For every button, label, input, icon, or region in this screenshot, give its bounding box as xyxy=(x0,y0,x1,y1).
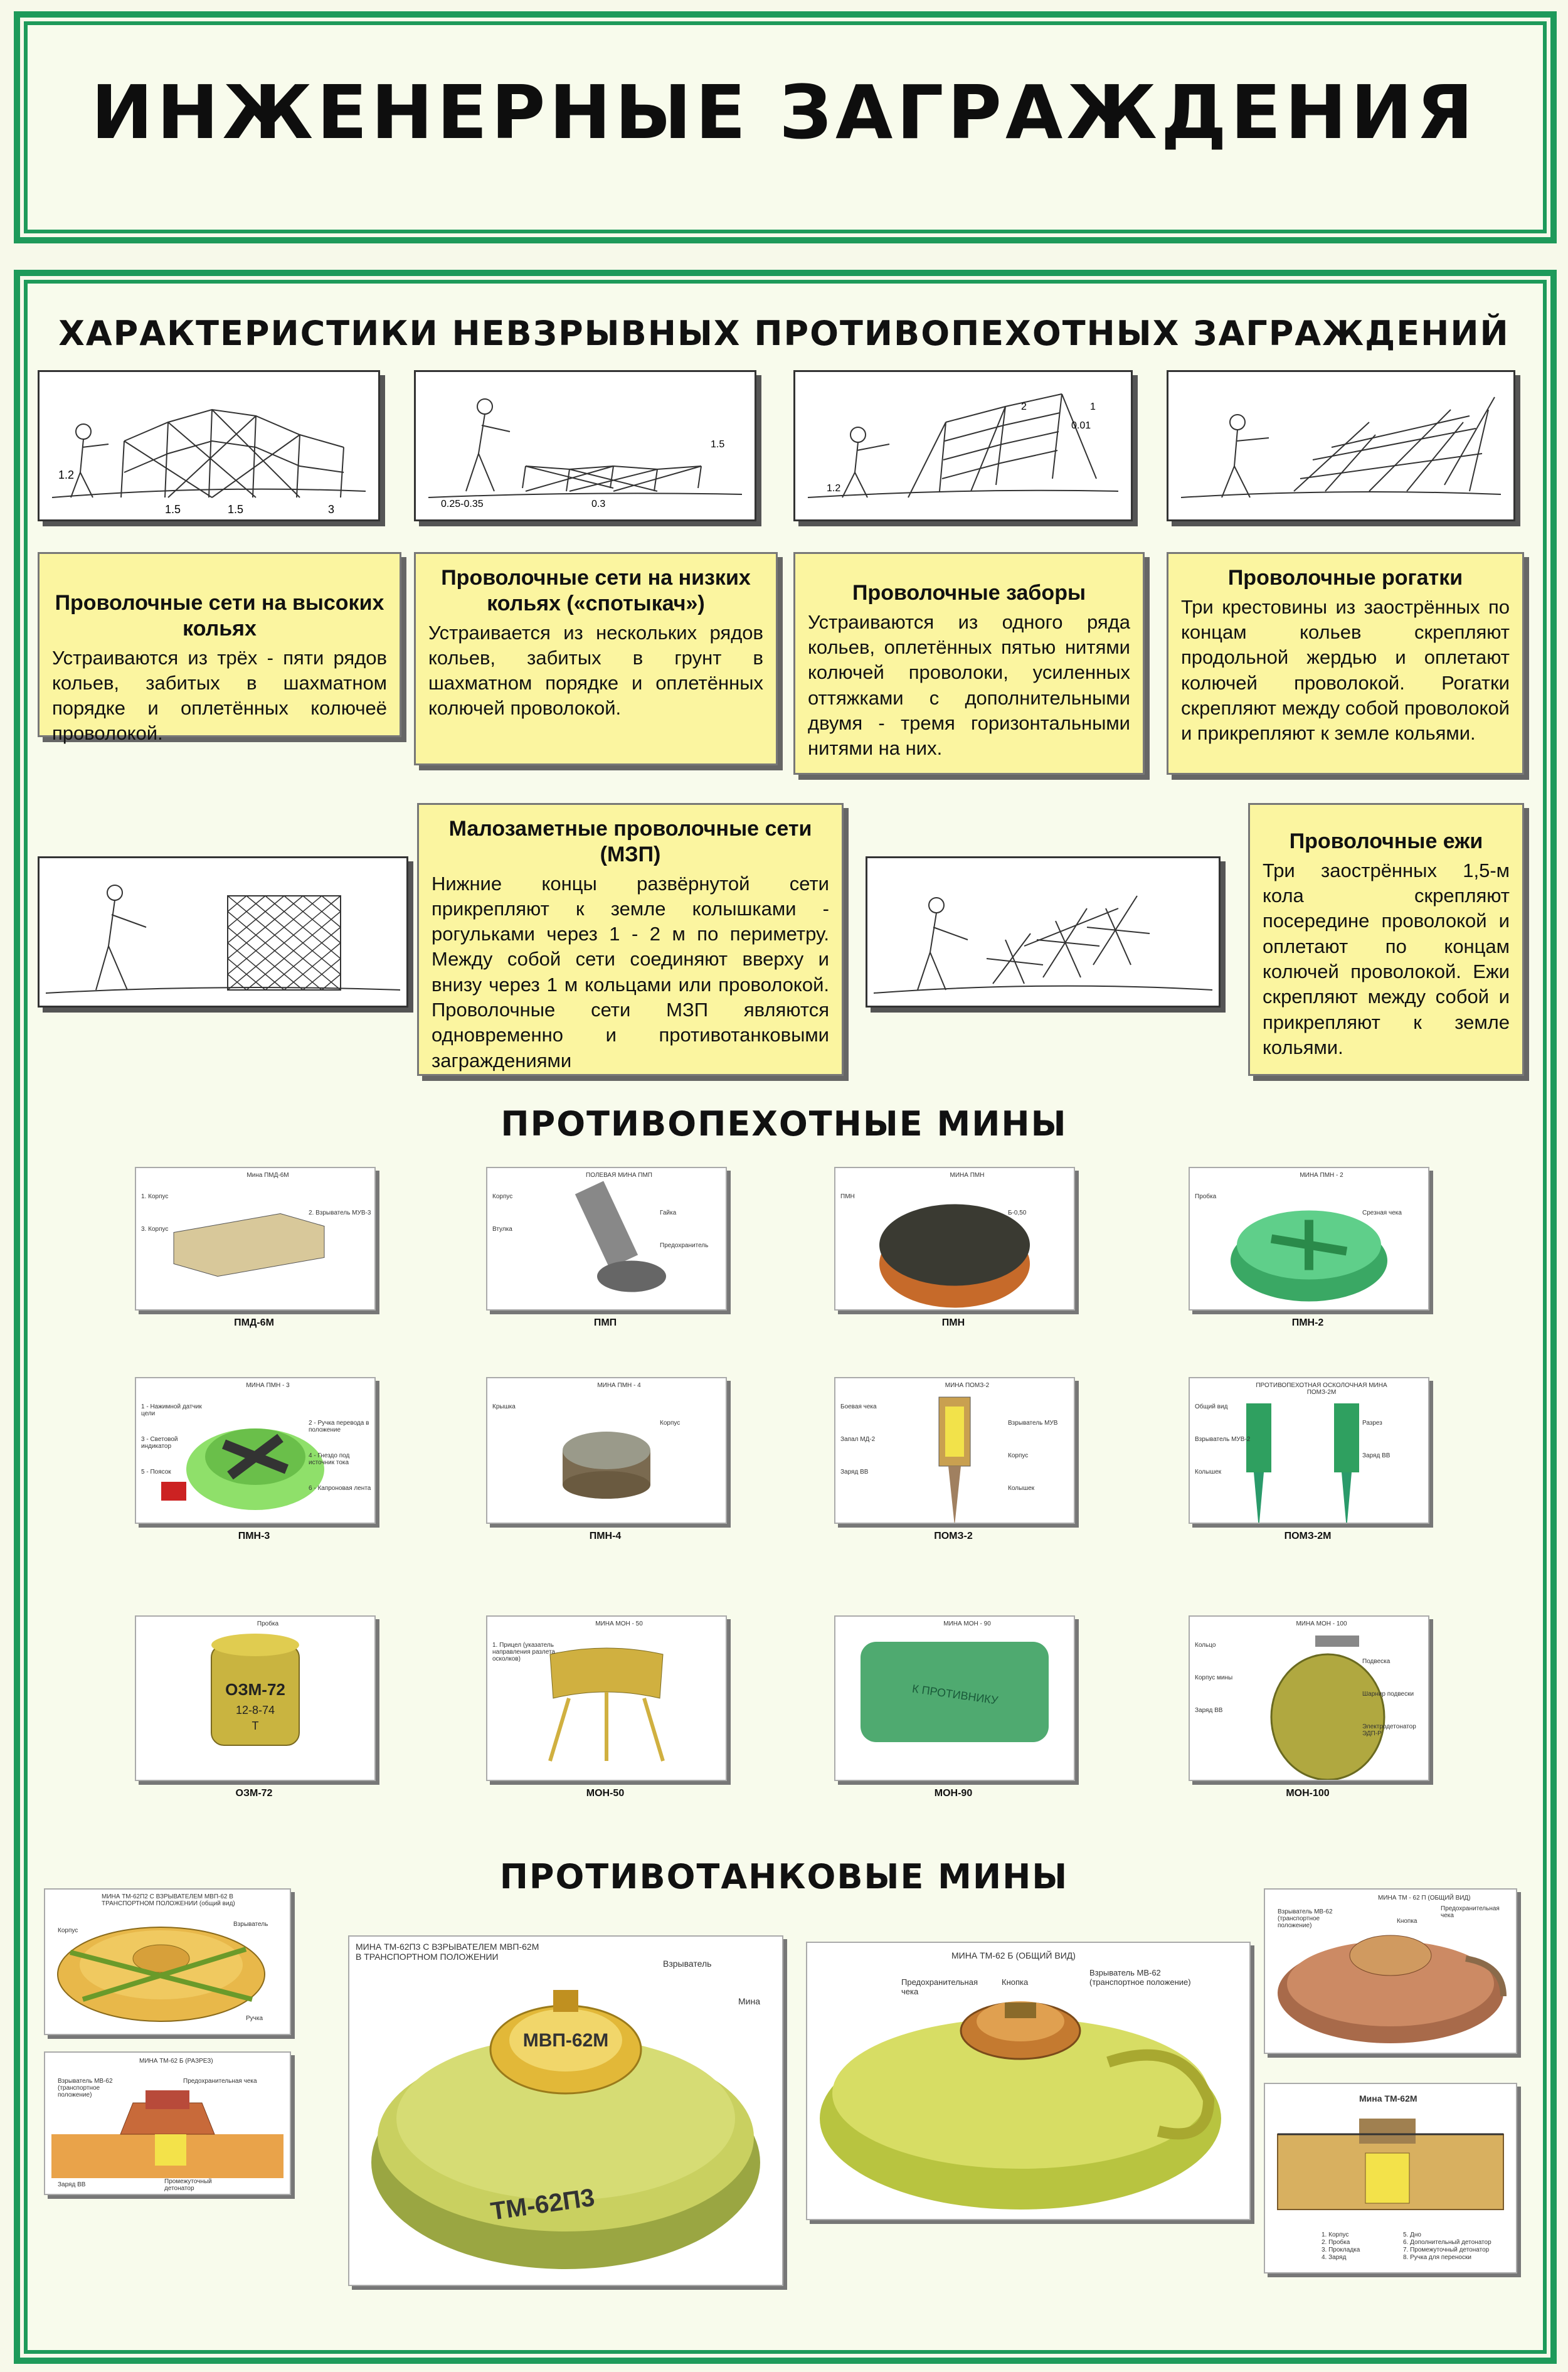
svg-text:К ПРОТИВНИКУ: К ПРОТИВНИКУ xyxy=(911,1682,999,1707)
ap-mine-caption: ПМД-6М xyxy=(234,1317,274,1328)
photo-note: Разрез xyxy=(1362,1420,1382,1427)
photo-note: Втулка xyxy=(492,1226,512,1233)
mine-drawing-icon xyxy=(835,1617,1074,1780)
svg-text:0.3: 0.3 xyxy=(591,499,606,509)
card-title: Проволочные рогатки xyxy=(1227,566,1463,590)
photo-header: МИНА ТМ-62П2 С ВЗРЫВАТЕЛЕМ МВП-62 В ТРАНСПОРТНОМ ПОЛОЖЕНИИ (общий вид) xyxy=(102,1893,235,1907)
ap-mine-12 xyxy=(1189,1615,1429,1781)
mine-drawing-icon xyxy=(136,1168,374,1309)
mine-drawing-icon xyxy=(1190,1378,1428,1523)
ap-mine-caption: МОН-90 xyxy=(934,1788,973,1799)
ap-mine-caption: ПОМЗ-2 xyxy=(934,1531,973,1541)
section-title-barriers: ХАРАКТЕРИСТИКИ НЕВЗРЫВНЫХ ПРОТИВОПЕХОТНЫХ ЗАГРАЖДЕНИЙ xyxy=(58,314,1510,353)
ap-mine-caption: ОЗМ-72 xyxy=(235,1788,273,1799)
card-high-stakes xyxy=(38,552,401,745)
photo-header: МИНА МОН - 90 xyxy=(943,1620,991,1627)
card-wire-fence xyxy=(793,552,1145,775)
ap-mine-3 xyxy=(834,1167,1075,1311)
photo-note: Предохранитель xyxy=(660,1242,709,1249)
ap-mine-1 xyxy=(135,1167,376,1311)
ap-mine-caption: МОН-50 xyxy=(586,1788,625,1799)
at-mine-tm62m: Мина ТМ-62М 1. Корпус 2. Пробка 3. Прокладка 4. Заряд 5. Дно 6. Дополнительный детонатор 7. Промежуточный детонатор 8. Ручка для переноски xyxy=(1264,2083,1517,2274)
ap-mine-4 xyxy=(1189,1167,1429,1311)
ap-mine-caption: ПМН-4 xyxy=(589,1531,622,1541)
photo-note: Шарнир подвески xyxy=(1362,1691,1414,1698)
mine-drawing-icon xyxy=(1190,1617,1428,1780)
photo-note: Колышек xyxy=(1008,1485,1035,1492)
svg-text:0.01: 0.01 xyxy=(1071,420,1091,431)
page-title: ИНЖЕНЕРНЫЕ ЗАГРАЖДЕНИЯ xyxy=(91,69,1477,156)
photo-note: Кольцо xyxy=(1195,1642,1216,1649)
photo-note: 6 - Капроновая лента xyxy=(309,1485,371,1492)
card-text: Устраиваются из трёх - пяти рядов кольев, забитых в шахматном порядке и оплетённых колючеё проволокой. xyxy=(52,646,387,745)
svg-text:Т: Т xyxy=(252,1720,259,1732)
sketch-high-stakes xyxy=(38,370,380,521)
photo-note: Корпус xyxy=(492,1193,513,1200)
photo-note: Срезная чека xyxy=(1362,1210,1402,1216)
photo-note: Крышка xyxy=(492,1403,516,1410)
ap-mine-11 xyxy=(834,1615,1075,1781)
card-title: Проволочные ежи xyxy=(1289,829,1483,853)
fuze-label: МВП-62М xyxy=(522,2030,609,2051)
photo-header: МИНА ПМН - 4 xyxy=(597,1382,641,1389)
photo-note: Корпус xyxy=(660,1420,681,1427)
photo-note: Пробка xyxy=(1195,1193,1217,1200)
ap-mine-6 xyxy=(486,1377,727,1524)
svg-text:1.2: 1.2 xyxy=(58,469,75,481)
sketch-wire-fence xyxy=(793,370,1133,521)
at-mine-tm62p2-top: МИНА ТМ-62П2 С ВЗРЫВАТЕЛЕМ МВП-62 В ТРАНСПОРТНОМ ПОЛОЖЕНИИ (общий вид) Корпус Взрыватель Ручка xyxy=(44,1888,291,2035)
sketch-hedgehogs xyxy=(866,856,1221,1008)
photo-header: МИНА ПОМЗ-2 xyxy=(945,1382,990,1389)
card-low-stakes xyxy=(414,552,778,765)
svg-text:ОЗМ-72: ОЗМ-72 xyxy=(225,1680,285,1699)
ap-mine-7 xyxy=(834,1377,1075,1524)
card-text: Три крестовины из заострённых по концам кольев скрепляют продольной жердью и оплетают колючей проволокой. Рогатки скрепляют между собой проволокой и прикрепляют к земле кольями. xyxy=(1181,595,1510,745)
ap-mine-caption: ПМП xyxy=(593,1317,617,1328)
photo-note: ПМН xyxy=(840,1193,855,1200)
photo-note: 2 - Ручка перевода в положение xyxy=(309,1420,369,1433)
photo-note: 4 - Гнездо под источник тока xyxy=(309,1452,350,1466)
photo-note: Взрыватель МУВ xyxy=(1008,1420,1058,1427)
photo-header: МИНА ПМН xyxy=(950,1172,985,1179)
ap-mine-8 xyxy=(1189,1377,1429,1524)
photo-header: Пробка xyxy=(257,1620,279,1627)
photo-header: МИНА ТМ-62 Б (ОБЩИЙ ВИД) xyxy=(951,1950,1076,1960)
ap-mine-caption: ПМН-3 xyxy=(238,1531,270,1541)
photo-note: 5 - Поясок xyxy=(141,1469,171,1476)
card-title: Проволочные сети на низких кольях («спотыкач») xyxy=(441,566,751,615)
photo-note: 1 - Нажимной датчик цели xyxy=(141,1403,202,1417)
at-mine-tm62p3: МИНА ТМ-62П3 С ВЗРЫВАТЕЛЕМ МВП-62М В ТРАНСПОРТНОМ ПОЛОЖЕНИИ МВП-62М ТМ-62П3 Взрыватель Мина xyxy=(348,1935,783,2286)
card-text: Устраивается из нескольких рядов кольев, забитых в грунт в шахматном порядке и оплетённых колючей проволокой. xyxy=(428,621,763,720)
sketch-low-stakes xyxy=(414,370,756,521)
photo-header: МИНА ТМ-62П3 С ВЗРЫВАТЕЛЕМ МВП-62М В ТРАНСПОРТНОМ ПОЛОЖЕНИИ xyxy=(356,1942,539,1962)
sketch-mzp xyxy=(38,856,408,1008)
card-title: Проволочные заборы xyxy=(852,581,1086,605)
mine-drawing-icon xyxy=(835,1378,1074,1523)
svg-text:1.5: 1.5 xyxy=(711,439,725,450)
svg-text:1.2: 1.2 xyxy=(827,483,841,494)
mine-drawing-icon xyxy=(487,1168,726,1309)
photo-note: 1. Прицел (указатель направления разлета осколков) xyxy=(492,1642,555,1662)
ap-mine-2 xyxy=(486,1167,727,1311)
at-mine-tm62b: МИНА ТМ-62 Б (ОБЩИЙ ВИД) Предохранительная чека Кнопка Взрыватель МВ-62 (транспортное положение) xyxy=(806,1942,1251,2220)
photo-note: Б-0,50 xyxy=(1008,1210,1027,1216)
ap-mine-caption: ПОМЗ-2М xyxy=(1284,1531,1332,1541)
ap-mine-caption: МОН-100 xyxy=(1286,1788,1330,1799)
photo-note: Боевая чека xyxy=(840,1403,877,1410)
photo-header: Мина ТМ-62М xyxy=(1359,2093,1417,2103)
svg-text:3: 3 xyxy=(328,503,335,516)
svg-text:1: 1 xyxy=(1090,402,1096,412)
photo-note: Заряд ВВ xyxy=(1362,1452,1391,1459)
ap-mine-9 xyxy=(135,1615,376,1781)
section-title-at-mines: ПРОТИВОТАНКОВЫЕ МИНЫ xyxy=(499,1857,1069,1896)
photo-note: 2. Взрыватель МУВ-3 xyxy=(309,1210,371,1216)
photo-note: Подвеска xyxy=(1362,1658,1391,1665)
photo-header: МИНА ТМ - 62 П (ОБЩИЙ ВИД) xyxy=(1378,1895,1471,1901)
mine-drawing-icon xyxy=(136,1378,374,1523)
section-title-ap-mines: ПРОТИВОПЕХОТНЫЕ МИНЫ xyxy=(501,1104,1067,1144)
photo-note: 1. Корпус xyxy=(141,1193,169,1200)
photo-header: МИНА ПМН - 3 xyxy=(246,1382,290,1389)
at-mine-tm62b-cut: МИНА ТМ-62 Б (РАЗРЕЗ) Взрыватель МВ-62 (транспортное положение) Предохранительная чека Заряд ВВ Промежуточный детонатор xyxy=(44,2051,291,2195)
ap-mine-5 xyxy=(135,1377,376,1524)
card-text: Устраиваются из одного ряда кольев, оплетённых пятью нитями колючей проволоки, усиленных оттяжками с дополнительными двумя - тремя горизонтальными нитями на них. xyxy=(808,610,1130,760)
svg-text:1.5: 1.5 xyxy=(228,503,244,516)
mine-drawing-icon xyxy=(835,1168,1074,1309)
svg-text:12-8-74: 12-8-74 xyxy=(235,1704,275,1716)
mine-drawing-icon xyxy=(1190,1168,1428,1309)
photo-note: Запал МД-2 xyxy=(840,1436,876,1443)
svg-text:2: 2 xyxy=(1021,402,1027,412)
card-title: Проволочные сети на высоких кольях xyxy=(55,591,384,641)
ap-mine-caption: ПМН xyxy=(941,1317,965,1328)
card-wire-rogatka xyxy=(1167,552,1524,775)
photo-note: Взрыватель МУВ-2 xyxy=(1195,1436,1251,1443)
card-mzp xyxy=(417,803,844,1076)
barbed-wire-sketch-icon xyxy=(40,372,378,519)
ap-mine-10 xyxy=(486,1615,727,1781)
photo-header: МИНА ПМН - 2 xyxy=(1300,1172,1343,1179)
photo-header: ПОЛЕВАЯ МИНА ПМП xyxy=(586,1172,652,1179)
photo-note: 3 - Световой индикатор xyxy=(141,1436,178,1450)
photo-note: Корпус мины xyxy=(1195,1674,1233,1681)
card-text: Нижние концы развёрнутой сети прикрепляют к земле колышками - рогульками через 1 - 2 м по периметру. Между собой сети соединяют вверху и внизу через 1 м кольцами или проволокой. Проволочные сети МЗП являются одновременно и противотанковыми заграждениями xyxy=(432,872,829,1072)
photo-note: Общий вид xyxy=(1195,1403,1228,1410)
photo-header: МИНА МОН - 50 xyxy=(595,1620,643,1627)
photo-header: МИНА ТМ-62 Б (РАЗРЕЗ) xyxy=(139,2058,213,2065)
card-title: Малозаметные проволочные сети (МЗП) xyxy=(448,817,812,866)
mine-drawing-icon xyxy=(487,1378,726,1523)
card-text: Три заострённых 1,5-м кола скрепляют посередине проволокой и оплетают по концам колючей проволокой. Ежи скрепляют между собой и прикрепляют к земле кольями. xyxy=(1263,859,1510,1058)
svg-text:0.25-0.35: 0.25-0.35 xyxy=(441,499,484,509)
photo-header: Мина ПМД-6М xyxy=(246,1172,289,1179)
svg-text:1.5: 1.5 xyxy=(165,503,181,516)
sketch-wire-rogatka xyxy=(1167,370,1515,521)
photo-note: Гайка xyxy=(660,1210,677,1216)
photo-note: 3. Корпус xyxy=(141,1226,169,1233)
photo-header: ПРОТИВОПЕХОТНАЯ ОСКОЛОЧНАЯ МИНА ПОМЗ-2М xyxy=(1256,1382,1387,1396)
photo-header: МИНА МОН - 100 xyxy=(1296,1620,1347,1627)
photo-note: Электродетонатор ЭДП-Р xyxy=(1362,1723,1416,1737)
ap-mine-caption: ПМН-2 xyxy=(1291,1317,1324,1328)
photo-note: Заряд ВВ xyxy=(840,1469,869,1476)
mine-drawing-icon xyxy=(136,1617,374,1780)
photo-note: Заряд ВВ xyxy=(1195,1707,1223,1714)
photo-note: Колышек xyxy=(1195,1469,1222,1476)
body-label: ТМ-62П3 xyxy=(489,2183,596,2226)
mine-drawing-icon xyxy=(487,1617,726,1780)
card-hedgehogs xyxy=(1248,803,1524,1076)
photo-note: Корпус xyxy=(1008,1452,1029,1459)
at-mine-tm62p: МИНА ТМ - 62 П (ОБЩИЙ ВИД) Взрыватель МВ-62 (транспортное положение) Кнопка Предохранительная чека xyxy=(1264,1888,1517,2054)
